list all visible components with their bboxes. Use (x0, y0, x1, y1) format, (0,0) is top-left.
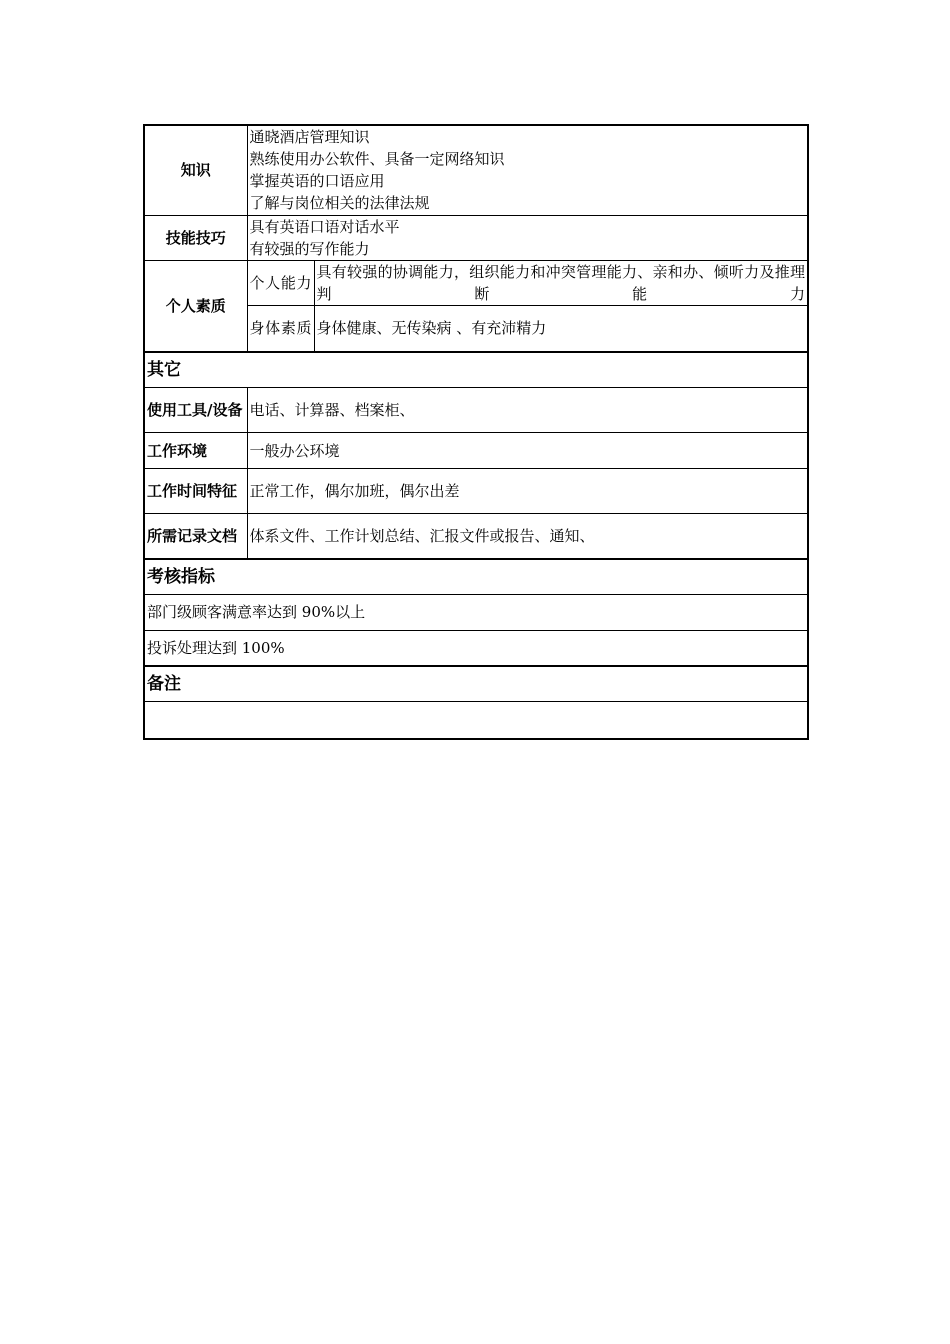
tools-label: 使用工具/设备 (144, 388, 247, 433)
kpi-item: 部门级顾客满意率达到 90%以上 (144, 594, 808, 630)
physical-value: 身体健康、无传染病 、有充沛精力 (314, 305, 808, 352)
job-description-table (143, 124, 809, 740)
skills-label: 技能技巧 (144, 215, 247, 260)
skills-line: 有较强的写作能力 (249, 239, 370, 258)
tools-value: 电话、计算器、档案柜、 (247, 388, 808, 433)
documents-value: 体系文件、工作计划总结、汇报文件或报告、通知、 (247, 514, 808, 559)
ability-label: 个人能力 (247, 260, 314, 305)
knowledge-label: 知识 (144, 125, 247, 215)
skills-content (247, 215, 808, 260)
job-description-table-container (143, 124, 807, 740)
documents-label: 所需记录文档 (144, 514, 247, 559)
physical-label: 身体素质 (247, 305, 314, 352)
knowledge-content (247, 125, 808, 215)
other-heading: 其它 (144, 352, 808, 388)
work-time-value: 正常工作，偶尔加班，偶尔出差 (247, 469, 808, 514)
ability-value: 具有较强的协调能力，组织能力和冲突管理能力、亲和办、倾听力及推理判断能力 (314, 260, 808, 305)
remarks-heading: 备注 (144, 666, 808, 702)
personal-label: 个人素质 (144, 260, 247, 352)
remarks-value (144, 702, 808, 739)
environment-value: 一般办公环境 (247, 433, 808, 469)
work-time-label: 工作时间特征 (144, 469, 247, 514)
skills-line: 具有英语口语对话水平 (249, 217, 400, 236)
kpi-heading: 考核指标 (144, 559, 808, 595)
environment-label: 工作环境 (144, 433, 247, 469)
knowledge-line: 了解与岗位相关的法律法规 (249, 194, 430, 213)
knowledge-line: 熟练使用办公软件、具备一定网络知识 (249, 150, 505, 169)
knowledge-line: 掌握英语的口语应用 (249, 172, 385, 191)
kpi-item: 投诉处理达到 100% (144, 630, 808, 666)
knowledge-line: 通晓酒店管理知识 (249, 128, 370, 147)
